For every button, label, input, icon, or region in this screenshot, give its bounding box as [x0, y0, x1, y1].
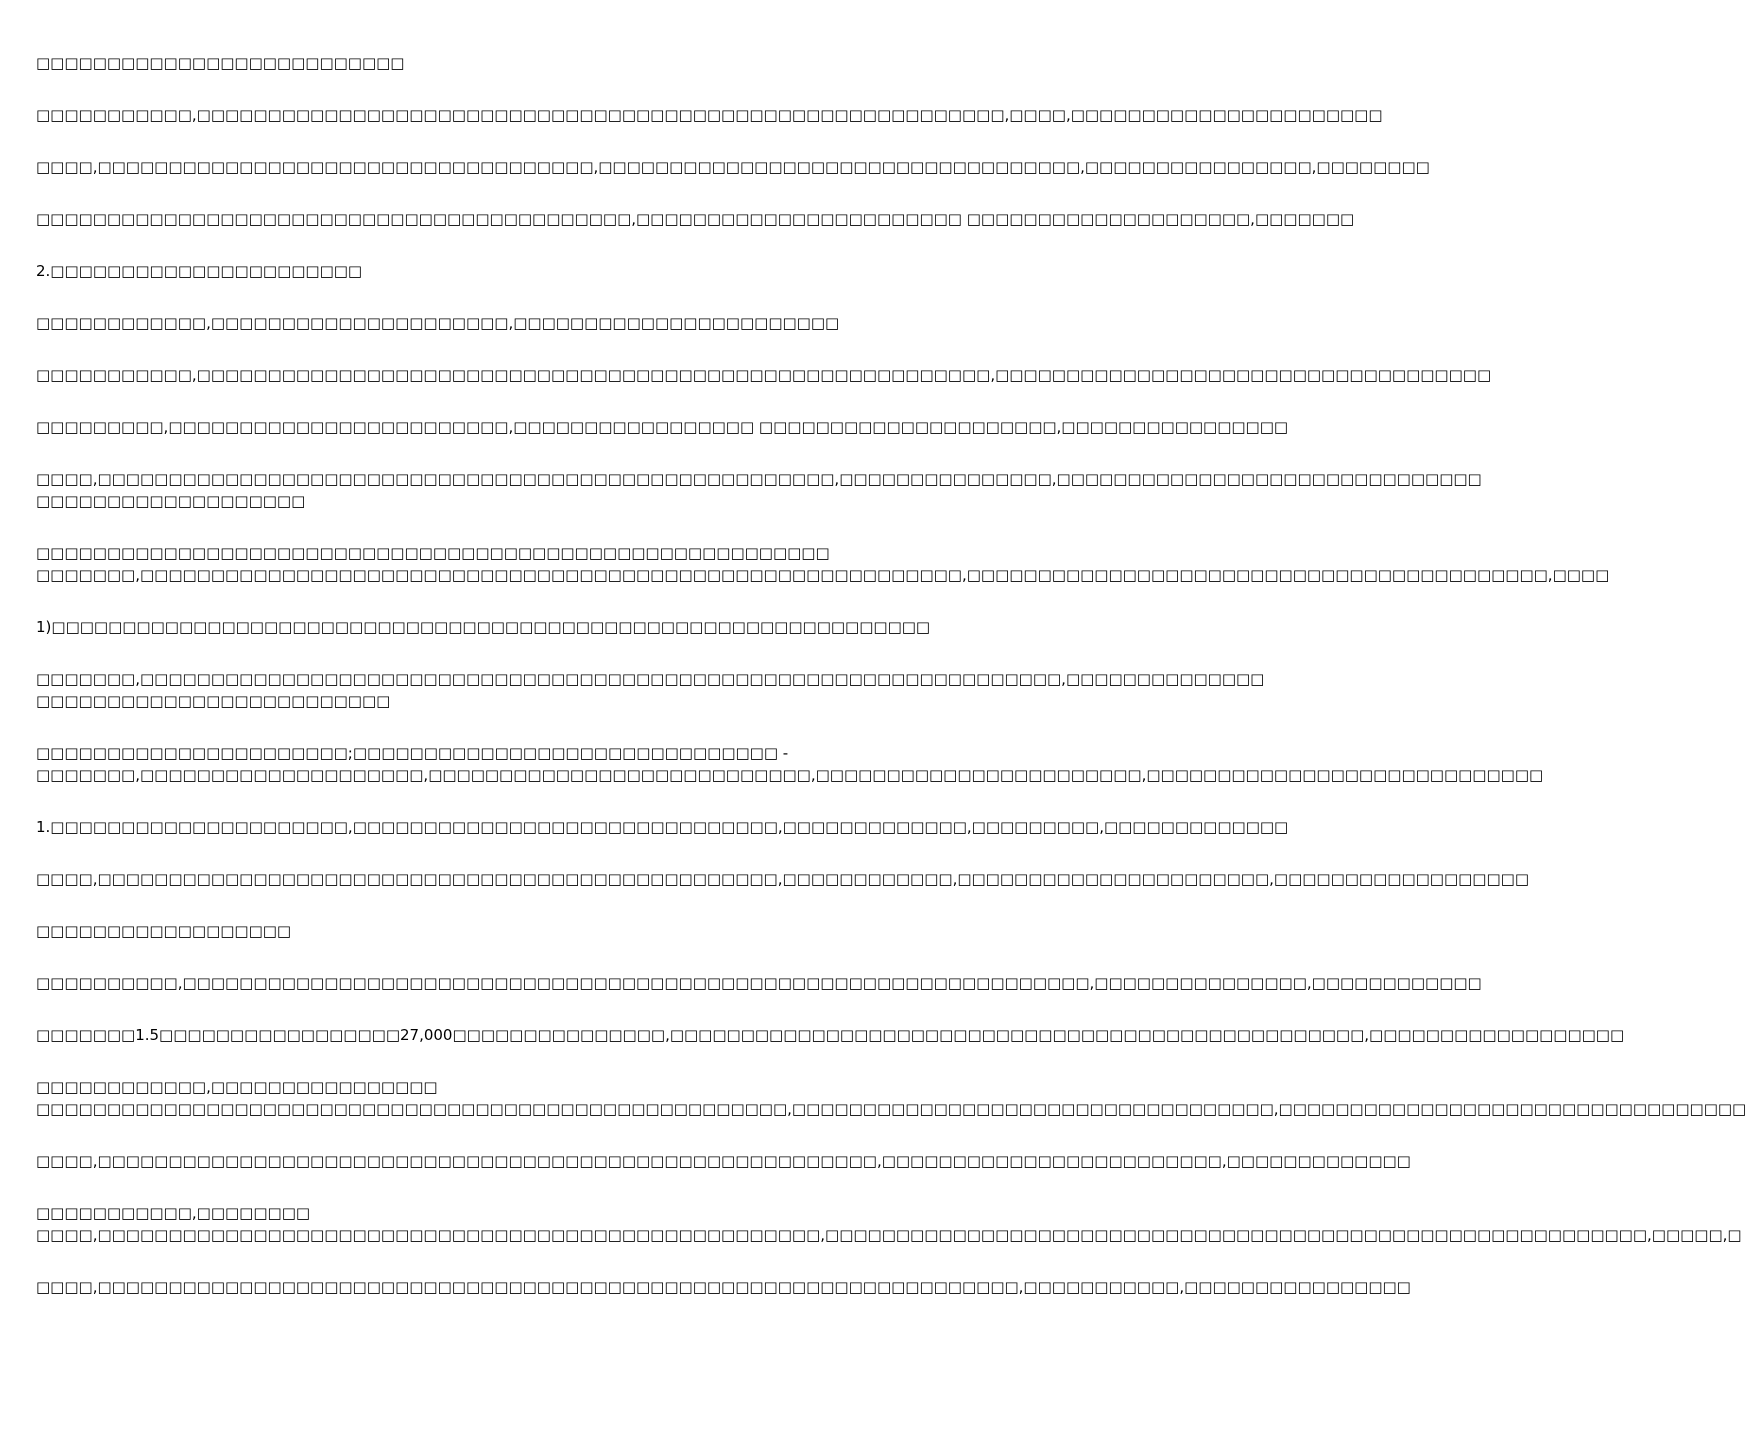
- paragraph: [36, 616, 988, 638]
- paragraph: [36, 416, 1289, 438]
- text-line: □□□□□□□,□□□□□□□□□□□□□□□□□□□□,□□□□□□□□□□□□□□□□□□□□□□□□□□□,□□□□□□□□□□□□□□□□□□□□□□□,□□□□□□□□□□□□□□□□□□□□□□□□□□□□: [36, 766, 1544, 784]
- text-line: 2.□□□□□□□□□□□□□□□□□□□□□□: [36, 262, 363, 280]
- paragraph: [36, 742, 1544, 786]
- text-line: □□□□□□□□□□□,□□□□□□□□□□□□□□□□□□□□□□□□□□□□□□□□□□□□□□□□□□□□□□□□□□□□□□□□□,□□□□,□□□□□□□□□□□□□□□□□□□□□□: [36, 106, 1383, 124]
- paragraph: [36, 156, 1430, 178]
- paragraph: [36, 920, 988, 942]
- text-line: □□□□□□□□□□,□□□□□□□□□□□□□□□□□□□□□□□□□□□□□□□□□□□□□□□□□□□□□□□□□□□□□□□□□□□□□□□□,□□□□□□□□□□□□□□□,□□□□□□□□□□□□: [36, 974, 1482, 992]
- text-line: □□□□□□□□□□□□□□□□□□□□□□□□□□□□□□□□□□□□□□□□□□□□□□□□□□□□□,□□□□□□□□□□□□□□□□□□□□□□□□□□□□□□□□□□,□□□□□□□□□□□□□□□□□□□□□□□□□□□□□□□□□: [36, 1100, 1746, 1118]
- paragraph: [36, 1150, 1411, 1172]
- paragraph: [36, 1276, 1411, 1298]
- text-line: □□□□□□□,□□□□□□□□□□□□□□□□□□□□□□□□□□□□□□□□□□□□□□□□□□□□□□□□□□□□□□□□□□,□□□□□□□□□□□□□□□□□□□□□□□□□□□□□□□□□□□□□□□□□,□□□□: [36, 566, 1610, 584]
- paragraph: [36, 1024, 1625, 1046]
- text-line: □□□□□□□,□□□□□□□□□□□□□□□□□□□□□□□□□□□□□□□□□□□□□□□□□□□□□□□□□□□□□□□□□□□□□□□□□,□□□□□□□□□□□□□□: [36, 670, 1265, 688]
- paragraph: [36, 868, 1529, 890]
- text-line: 1.□□□□□□□□□□□□□□□□□□□□□,□□□□□□□□□□□□□□□□□□□□□□□□□□□□□□,□□□□□□□□□□□□□,□□□□□□□□□,□□□□□□□□□□□□□: [36, 818, 1289, 836]
- text-line: □□□□□□□□□□□,□□□□□□□□: [36, 1204, 311, 1222]
- text-line: □□□□,□□□□□□□□□□□□□□□□□□□□□□□□□□□□□□□□□□□□□□□□□□□□□□□□□□□□□□□□□□□□□□□□□,□□□□□□□□□□□,□□□□□□□□□□□□□□□□: [36, 1278, 1411, 1296]
- paragraph: [36, 364, 1492, 386]
- text-line: □□□□□□□□□□□□□□□□□□□□□□;□□□□□□□□□□□□□□□□□□□□□□□□□□□□□□ -: [36, 744, 789, 762]
- paragraph: [36, 1076, 1746, 1120]
- text-line: □□□□□□□□□□□,□□□□□□□□□□□□□□□□□□□□□□□□□□□□□□□□□□□□□□□□□□□□□□□□□□□□□□□□,□□□□□□□□□□□□□□□□□□□□□□□□□□□□□□□□□□□: [36, 366, 1492, 384]
- text-line: □□□□,□□□□□□□□□□□□□□□□□□□□□□□□□□□□□□□□□□□,□□□□□□□□□□□□□□□□□□□□□□□□□□□□□□□□□□,□□□□□□□□□□□□□□□□,□□□□□□□□: [36, 158, 1430, 176]
- paragraph: [36, 260, 988, 282]
- text-line: □□□□,□□□□□□□□□□□□□□□□□□□□□□□□□□□□□□□□□□□□□□□□□□□□□□□□□□□,□□□□□□□□□□□□□□□□□□□□□□□□□□□□□□□□□□□□□□□□□□□□□□□□□□□□□□□□□□,□□□□□,□: [36, 1226, 1742, 1244]
- text-line: □□□□□□□□□□□□□□□□□□□□□□□□□□□□□□□□□□□□□□□□□□,□□□□□□□□□□□□□□□□□□□□□□□ □□□□□□□□□□□□□□□□□□□□,□□□□□□□: [36, 210, 1355, 228]
- paragraph: [36, 668, 1265, 712]
- paragraph: [36, 468, 1482, 512]
- paragraph: [36, 542, 1610, 586]
- text-line: □□□□□□□□□□□□□□□□□□: [36, 922, 292, 940]
- text-line: □□□□□□□□□□□□,□□□□□□□□□□□□□□□□: [36, 1078, 438, 1096]
- document-body: [36, 52, 1746, 1328]
- text-line: □□□□□□□□□□□□□□□□□□□: [36, 492, 306, 510]
- paragraph: [36, 972, 1482, 994]
- text-line: □□□□,□□□□□□□□□□□□□□□□□□□□□□□□□□□□□□□□□□□□□□□□□□□□□□□□,□□□□□□□□□□□□,□□□□□□□□□□□□□□□□□□□□□□,□□□□□□□□□□□□□□□□□□: [36, 870, 1529, 888]
- text-line: □□□□□□□□□□□□,□□□□□□□□□□□□□□□□□□□□□,□□□□□□□□□□□□□□□□□□□□□□□: [36, 314, 840, 332]
- paragraph: [36, 1202, 1742, 1246]
- text-line: □□□□□□□□□□□□□□□□□□□□□□□□□□□□□□□□□□□□□□□□□□□□□□□□□□□□□□□□: [36, 544, 830, 562]
- text-line: □□□□,□□□□□□□□□□□□□□□□□□□□□□□□□□□□□□□□□□□□□□□□□□□□□□□□□□□□,□□□□□□□□□□□□□□□,□□□□□□□□□□□□□□□□□□□□□□□□□□□□□□: [36, 470, 1482, 488]
- text-line: □□□□□□□□□,□□□□□□□□□□□□□□□□□□□□□□□□,□□□□□□□□□□□□□□□□□ □□□□□□□□□□□□□□□□□□□□□,□□□□□□□□□□□□□□□□: [36, 418, 1289, 436]
- paragraph: [36, 208, 1355, 230]
- paragraph: [36, 104, 1383, 126]
- text-line: □□□□□□□□□□□□□□□□□□□□□□□□□□: [36, 54, 405, 72]
- text-line: 1)□□□□□□□□□□□□□□□□□□□□□□□□□□□□□□□□□□□□□□□□□□□□□□□□□□□□□□□□□□□□□□: [36, 618, 931, 636]
- text-line: □□□□□□□1.5□□□□□□□□□□□□□□□□□27,000□□□□□□□□□□□□□□□,□□□□□□□□□□□□□□□□□□□□□□□□□□□□□□□□□□□□□□□□□□□□□□□□□,□□□□□□□□□□□□□□□□□□: [36, 1026, 1625, 1044]
- text-line: □□□□□□□□□□□□□□□□□□□□□□□□□: [36, 692, 391, 710]
- text-line: □□□□,□□□□□□□□□□□□□□□□□□□□□□□□□□□□□□□□□□□□□□□□□□□□□□□□□□□□□□□,□□□□□□□□□□□□□□□□□□□□□□□□,□□□□□□□□□□□□□: [36, 1152, 1411, 1170]
- paragraph: [36, 312, 988, 334]
- paragraph: [36, 52, 988, 74]
- paragraph: [36, 816, 1289, 838]
